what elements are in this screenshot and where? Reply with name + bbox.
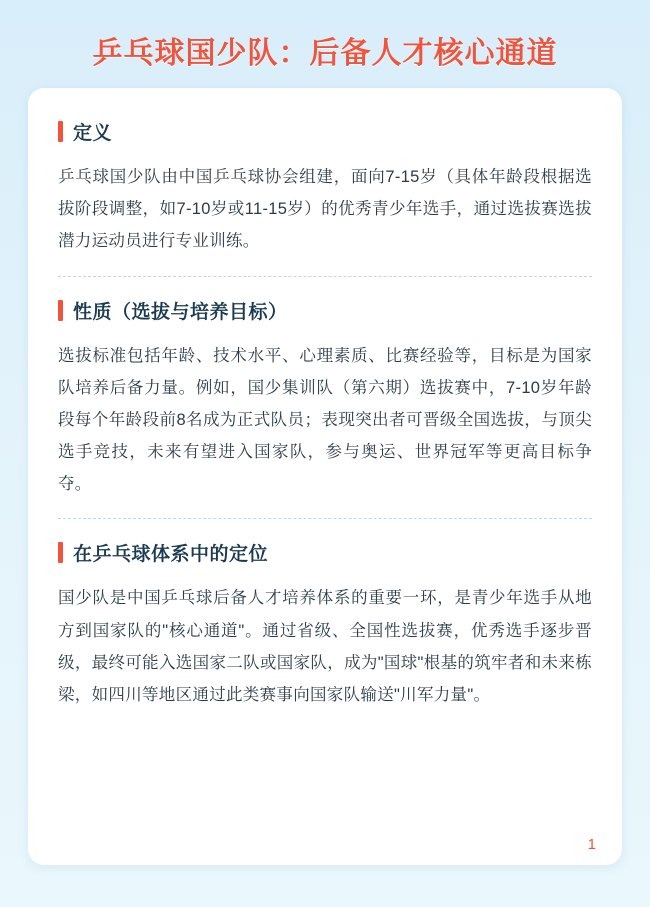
accent-bar-icon [58, 300, 63, 321]
section-divider [58, 276, 592, 277]
page-number: 1 [587, 836, 596, 853]
page-title: 乒乓球国少队：后备人才核心通道 [92, 36, 558, 71]
section-heading [58, 297, 592, 324]
content-card [28, 88, 622, 865]
section-title: 在乒乓球体系中的定位 [73, 543, 269, 566]
section-heading [58, 539, 592, 566]
section-heading [58, 118, 592, 145]
accent-bar-icon [58, 121, 63, 142]
section-title: 定义 [73, 122, 113, 144]
section-divider [58, 518, 592, 519]
section-definition [58, 118, 592, 258]
section-nature [58, 297, 592, 501]
accent-bar-icon [58, 542, 63, 563]
section-body: 国少队是中国乒乓球后备人才培养体系的重要一环，是青少年选手从地方到国家队的"核心通道"。通过省级、全国性选拔赛，优秀选手逐步晋级，最终可能入选国家二队或国家队，成为"国球"根基的筑牢者和未来栋梁，如四川等地区通过此类赛事向国家队输送"川军力量"。 [58, 589, 592, 704]
title-bar [0, 0, 650, 90]
section-body: 选拔标准包括年龄、技术水平、心理素质、比赛经验等，目标是为国家队培养后备力量。例如，国少集训队（第六期）选拔赛中，7-10岁年龄段每个年龄段前8名成为正式队员；表现突出者可晋级全国选拔，与顶尖选手竞技，未来有望进入国家队，参与奥运、世界冠军等更高目标争夺。 [58, 346, 592, 494]
section-title: 性质（选拔与培养目标） [73, 300, 288, 323]
section-positioning [58, 539, 592, 711]
section-body: 乒乓球国少队由中国乒乓球协会组建，面向7-15岁（具体年龄段根据选拔阶段调整，如7-10岁或11-15岁）的优秀青少年选手，通过选拔赛选拔潜力运动员进行专业训练。 [58, 168, 592, 251]
